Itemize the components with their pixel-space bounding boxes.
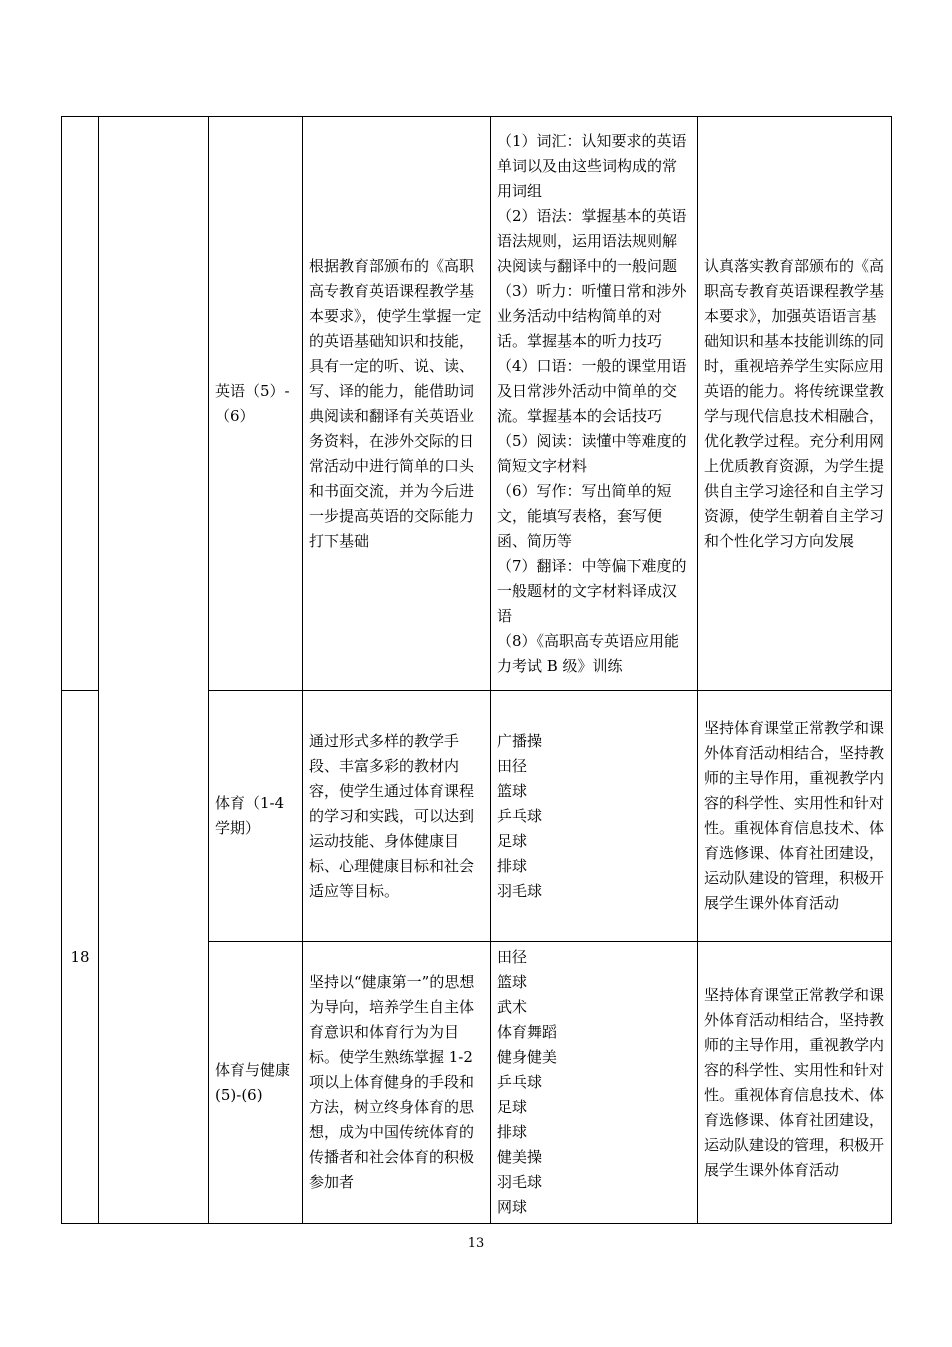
row-number-cell (62, 117, 99, 691)
content-cell: 广播操 田径 篮球 乒乓球 足球 排球 羽毛球 (491, 691, 698, 942)
row-number-cell: 18 (62, 691, 99, 1224)
objective-cell: 通过形式多样的教学手段、丰富多彩的教材内容，使学生通过体育课程的学习和实践，可以达到运动技能、身体健康目标、心理健康目标和社会适应等目标。 (303, 691, 491, 942)
table-row (62, 117, 892, 691)
objective-cell: 根据教育部颁布的《高职高专教育英语课程教学基本要求》，使学生掌握一定的英语基础知识和技能，具有一定的听、说、读、写、译的能力，能借助词典阅读和翻译有关英语业务资料，在涉外交际的日常活动中进行简单的口头和书面交流，并为今后进一步提高英语的交际能力打下基础 (303, 117, 491, 691)
requirement-cell: 认真落实教育部颁布的《高职高专教育英语课程教学基本要求》，加强英语语言基础知识和基本技能训练的同时，重视培养学生实际应用英语的能力。将传统课堂教学与现代信息技术相融合，优化教学过程。充分利用网上优质教育资源，为学生提供自主学习途径和自主学习资源，使学生朝着自主学习和个性化学习方向发展 (698, 117, 892, 691)
objective-cell: 坚持以“健康第一”的思想为导向，培养学生自主体育意识和体育行为为目标。使学生熟练掌握 1-2 项以上体育健身的手段和方法，树立终身体育的思想，成为中国传统体育的传播者和社会体育的积极参加者 (303, 942, 491, 1224)
course-table (61, 116, 892, 1224)
requirement-cell: 坚持体育课堂正常教学和课外体育活动相结合，坚持教师的主导作用，重视教学内容的科学性、实用性和针对性。重视体育信息技术、体育选修课、体育社团建设，运动队建设的管理，积极开展学生课外体育活动 (698, 942, 892, 1224)
requirement-cell: 坚持体育课堂正常教学和课外体育活动相结合，坚持教师的主导作用，重视教学内容的科学性、实用性和针对性。重视体育信息技术、体育选修课、体育社团建设，运动队建设的管理，积极开展学生课外体育活动 (698, 691, 892, 942)
content-cell: 田径 篮球 武术 体育舞蹈 健身健美 乒乓球 足球 排球 健美操 羽毛球 网球 (491, 942, 698, 1224)
course-name-cell: 英语（5）-（6） (209, 117, 303, 691)
course-name-cell: 体育与健康(5)-(6) (209, 942, 303, 1224)
course-name-cell: 体育（1-4 学期） (209, 691, 303, 942)
page-number: 13 (467, 1236, 485, 1251)
category-cell (99, 117, 209, 1224)
content-cell: （1）词汇：认知要求的英语单词以及由这些词构成的常用词组 （2）语法：掌握基本的英语语法规则，运用语法规则解决阅读与翻译中的一般问题 （3）听力：听懂日常和涉外业务活动中结构简单的对话。掌握基本的听力技巧 （4）口语：一般的课堂用语及日常涉外活动中简单的交流。掌握基本的会话技巧 （5）阅读：读懂中等难度的简短文字材料 （6）写作：写出简单的短文，能填写表格，套写便函、简历等 （7）翻译：中等偏下难度的一般题材的文字材料译成汉语 （8）《高职高专英语应用能力考试 B 级》训练 (491, 117, 698, 691)
